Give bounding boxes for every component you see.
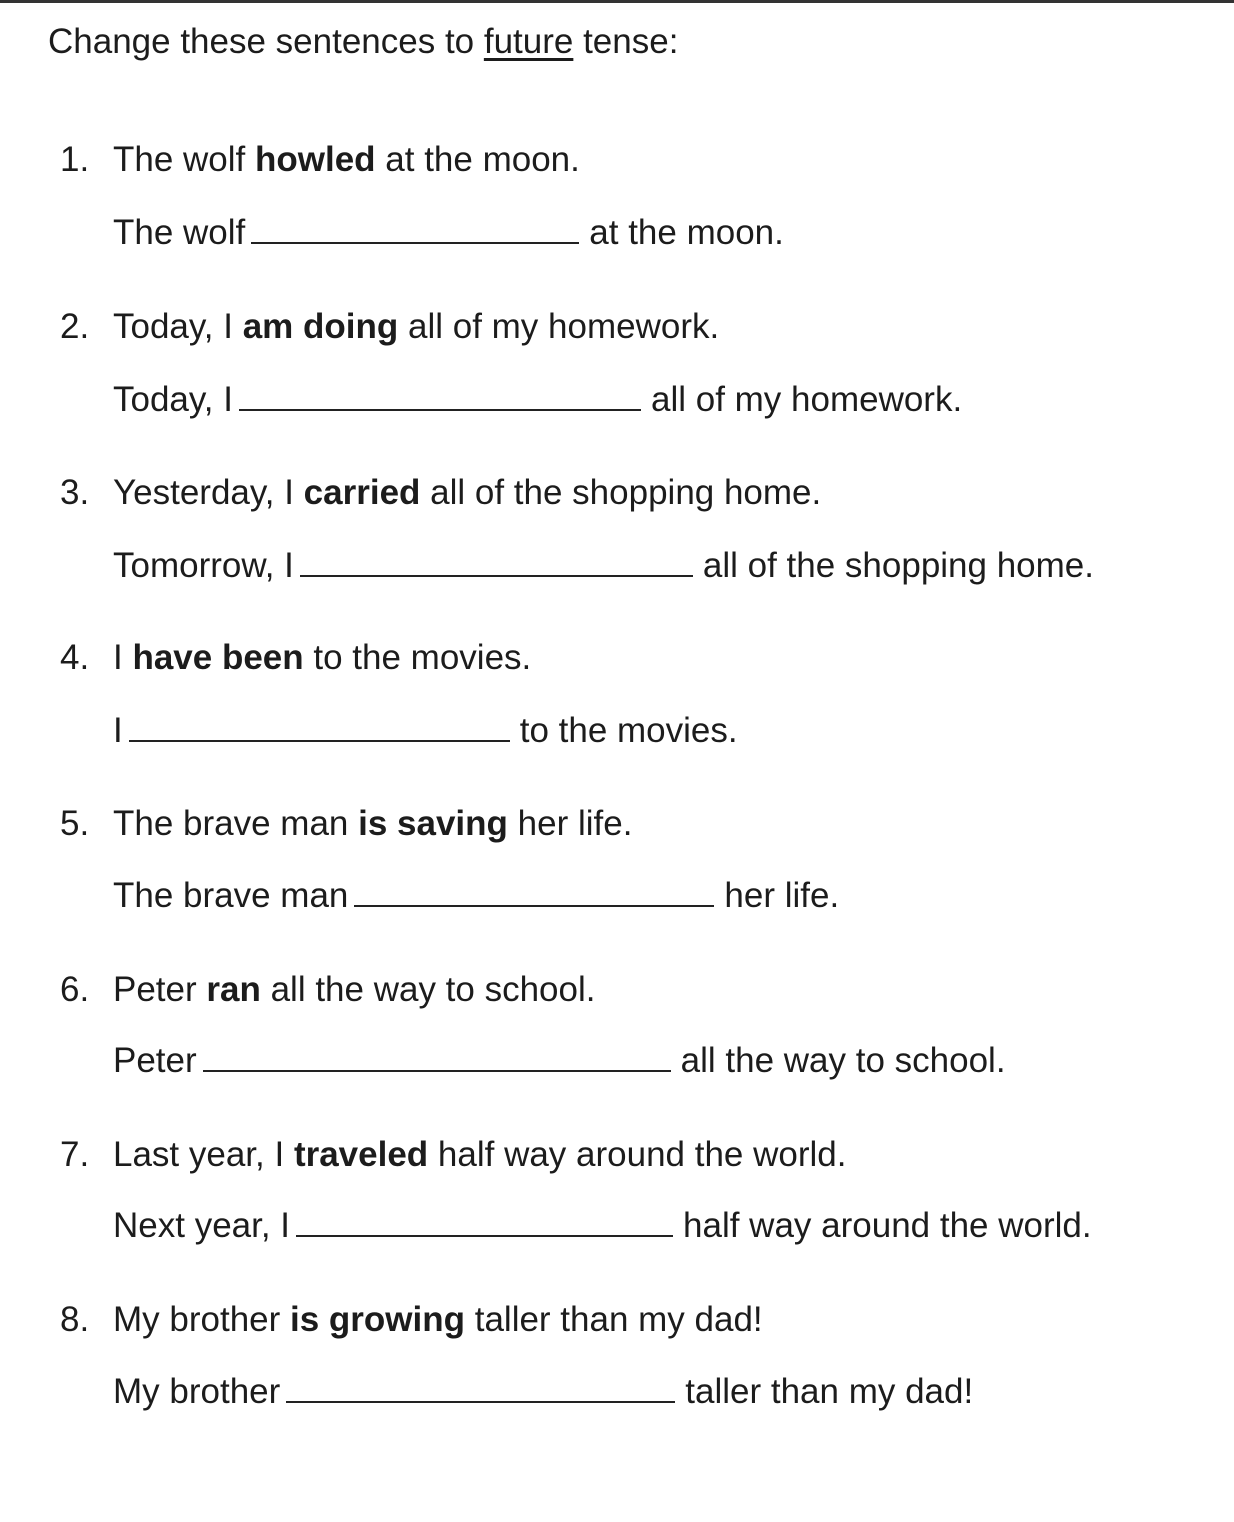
question-text: My brother [113, 1300, 290, 1339]
question-text-end: all the way to school. [260, 970, 596, 1009]
question-number: 7. [60, 1135, 90, 1174]
exercise-answer [113, 1372, 973, 1412]
worksheet-instructions [48, 22, 678, 62]
question-verb: is growing [290, 1300, 465, 1339]
exercise-answer [113, 711, 738, 751]
answer-blank[interactable] [300, 547, 693, 577]
answer-text-start: Next year, I [113, 1206, 291, 1245]
exercise-question [60, 804, 633, 844]
question-text: The wolf [113, 140, 255, 179]
page-top-border [0, 0, 1234, 3]
answer-text-end: her life. [724, 876, 840, 915]
exercise-answer [113, 380, 962, 420]
answer-text-start: Tomorrow, I [113, 546, 294, 585]
question-text: I [113, 638, 133, 677]
question-text: Last year, I [113, 1135, 294, 1174]
exercise-question [60, 307, 720, 347]
question-text-end: her life. [507, 804, 633, 843]
answer-text-end: all the way to school. [680, 1041, 1006, 1080]
answer-blank[interactable] [239, 381, 641, 411]
question-verb: ran [206, 970, 261, 1009]
answer-text-end: half way around the world. [683, 1206, 1092, 1245]
question-verb: am doing [242, 307, 399, 346]
question-number: 5. [60, 804, 90, 843]
question-text: The brave man [113, 804, 359, 843]
answer-text-start: I [113, 711, 123, 750]
exercise-answer [113, 876, 839, 916]
instructions-text-end: tense: [573, 22, 679, 61]
question-text-end: to the movies. [303, 638, 532, 677]
exercise-answer [113, 213, 784, 253]
question-text: Today, I [113, 307, 243, 346]
answer-text-start: The brave man [113, 876, 349, 915]
exercise-answer [113, 1041, 1006, 1081]
answer-blank[interactable] [129, 712, 510, 742]
exercise-question [60, 970, 596, 1010]
answer-text-end: at the moon. [589, 213, 784, 252]
answer-blank[interactable] [286, 1373, 675, 1403]
answer-blank[interactable] [251, 214, 579, 244]
question-verb: carried [303, 473, 421, 512]
question-text: Peter [113, 970, 207, 1009]
question-number: 6. [60, 970, 90, 1009]
question-verb: traveled [293, 1135, 429, 1174]
question-text-end: half way around the world. [428, 1135, 847, 1174]
exercise-question [60, 1135, 847, 1175]
question-text-end: taller than my dad! [465, 1300, 763, 1339]
question-number: 8. [60, 1300, 90, 1339]
question-verb: have been [132, 638, 304, 677]
answer-text-end: all of the shopping home. [702, 546, 1094, 585]
answer-blank[interactable] [354, 877, 714, 907]
question-number: 1. [60, 140, 90, 179]
question-text-end: all of the shopping home. [420, 473, 822, 512]
answer-text-start: The wolf [113, 213, 246, 252]
answer-text-start: My brother [113, 1372, 281, 1411]
question-text-end: at the moon. [375, 140, 580, 179]
exercise-question [60, 638, 532, 678]
instructions-underlined-word: future [483, 22, 574, 61]
question-text: Yesterday, I [113, 473, 304, 512]
question-verb: howled [255, 140, 376, 179]
instructions-text: Change these sentences to [48, 22, 484, 61]
answer-text-start: Today, I [113, 380, 233, 419]
answer-blank[interactable] [296, 1207, 673, 1237]
exercise-answer [113, 546, 1094, 586]
question-number: 3. [60, 473, 90, 512]
exercise-answer [113, 1206, 1092, 1246]
answer-text-end: taller than my dad! [685, 1372, 974, 1411]
question-number: 2. [60, 307, 90, 346]
answer-text-end: all of my homework. [650, 380, 963, 419]
question-text-end: all of my homework. [398, 307, 720, 346]
answer-text-end: to the movies. [519, 711, 738, 750]
question-number: 4. [60, 638, 90, 677]
exercise-question [60, 140, 580, 180]
exercise-question [60, 1300, 763, 1340]
exercise-question [60, 473, 822, 513]
question-verb: is saving [358, 804, 508, 843]
answer-blank[interactable] [203, 1042, 671, 1072]
answer-text-start: Peter [113, 1041, 197, 1080]
